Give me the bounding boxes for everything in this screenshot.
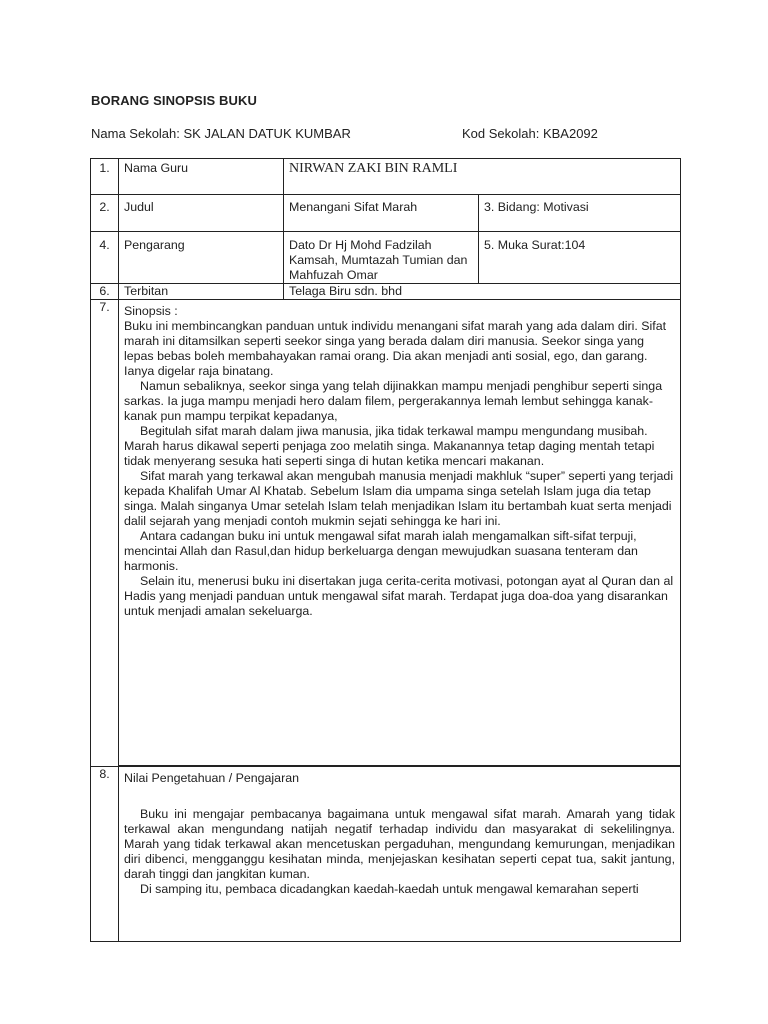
table-row (91, 300, 681, 767)
teacher-name: NIRWAN ZAKI BIN RAMLI (284, 159, 681, 195)
values-paragraph: Di samping itu, pembaca dicadangkan kaedah-kaedah untuk mengawal kemarahan seperti (140, 882, 639, 896)
values-section (119, 766, 681, 942)
synopsis-paragraph: Sifat marah yang terkawal akan mengubah manusia menjadi makhluk “super” seperti yang terjadi kepada Khalifah Umar Al Khatab. Sebelum Islam dia umpama singa setelah Islam juga dia tetap singa. Malah singanya Umar setelah Islam telah menjadikan Islam itu bertambah kuat serta menjadi dalil sejarah yang menjadi contoh mukmin sejati sehingga ke hari ini. (124, 469, 674, 528)
values-paragraph: Buku ini mengajar pembacanya bagaimana untuk mengawal sifat marah. Amarah yang tidak terkawal akan mengundang natijah negatif terhadap individu dan masyarakat di sekelilingnya. Marah yang tidak terkawal akan mencetuskan pergaduhan, mengundang kemurungan, menjadikan diri dibenci, mengganggu kesihatan minda, menjejaskan kesihatan seperti cepat tua, sakit jantung, darah tinggi dan jangkitan kuman. (124, 807, 676, 881)
row-number: 1. (91, 159, 119, 195)
field-category: 3. Bidang: Motivasi (479, 195, 681, 232)
book-authors: Dato Dr Hj Mohd Fadzilah Kamsah, Mumtazah Tumian dan Mahfuzah Omar (284, 232, 479, 284)
spacer (124, 786, 675, 807)
synopsis-paragraph: Buku ini membincangkan panduan untuk individu menangani sifat marah yang ada dalam diri. Sifat marah ini ditamsilkan seperti seekor singa yang berada dalam diri manusia. Seekor singa yang lepas bebas boleh membahayakan ramai orang. Dia akan menjadi anti sosial, ego, dan garang. Ianya digelar raja binatang. (124, 319, 667, 378)
table-row (91, 232, 681, 284)
table-row (91, 766, 681, 942)
publisher-name: Telaga Biru sdn. bhd (284, 284, 681, 300)
document-title: BORANG SINOPSIS BUKU (91, 93, 257, 108)
teacher-label: Nama Guru (119, 159, 284, 195)
table-row (91, 284, 681, 300)
synopsis-section (119, 300, 681, 767)
row-number: 8. (91, 766, 119, 942)
author-label: Pengarang (119, 232, 284, 284)
synopsis-paragraph: Antara cadangan buku ini untuk mengawal sifat marah ialah mengamalkan sift-sifat terpuji, mencintai Allah dan Rasul,dan hidup berkeluarga dengan mewujudkan suasana tenteram dan harmonis. (124, 529, 638, 573)
row-number: 2. (91, 195, 119, 232)
row-number: 4. (91, 232, 119, 284)
book-title: Menangani Sifat Marah (284, 195, 479, 232)
row-number: 7. (91, 300, 119, 767)
table-row (91, 195, 681, 232)
synopsis-paragraph: Namun sebaliknya, seekor singa yang telah dijinakkan mampu menjadi penghibur seperti singa sarkas. Ia juga mampu menjadi hero dalam filem, pergerakannya lemah lembut sehingga kanak-kanak pun mampu terpikat kepadanya, (124, 379, 663, 423)
page-count: 5. Muka Surat:104 (479, 232, 681, 284)
table-row (91, 159, 681, 195)
synopsis-form-table (90, 158, 681, 942)
school-name: Nama Sekolah: SK JALAN DATUK KUMBAR (91, 126, 351, 141)
synopsis-heading: Sinopsis : (124, 304, 178, 318)
synopsis-paragraph: Selain itu, menerusi buku ini disertakan juga cerita-cerita motivasi, potongan ayat al Quran dan al Hadis yang menjadi panduan untuk mengawal sifat marah. Terdapat juga doa-doa yang disarankan untuk menjadi amalan sekeluarga. (124, 574, 674, 618)
publisher-label: Terbitan (119, 284, 284, 300)
school-code: Kod Sekolah: KBA2092 (462, 126, 598, 141)
row-number: 6. (91, 284, 119, 300)
synopsis-paragraph: Begitulah sifat marah dalam jiwa manusia, jika tidak terkawal mampu mengundang musibah. Marah harus dikawal seperti penjaga zoo melatih singa. Makanannya tetap daging mentah tetapi tidak menyerang sesuka hati seperti singa di hutan ketika mencari makanan. (124, 424, 655, 468)
title-label: Judul (119, 195, 284, 232)
values-heading: Nilai Pengetahuan / Pengajaran (124, 771, 299, 785)
